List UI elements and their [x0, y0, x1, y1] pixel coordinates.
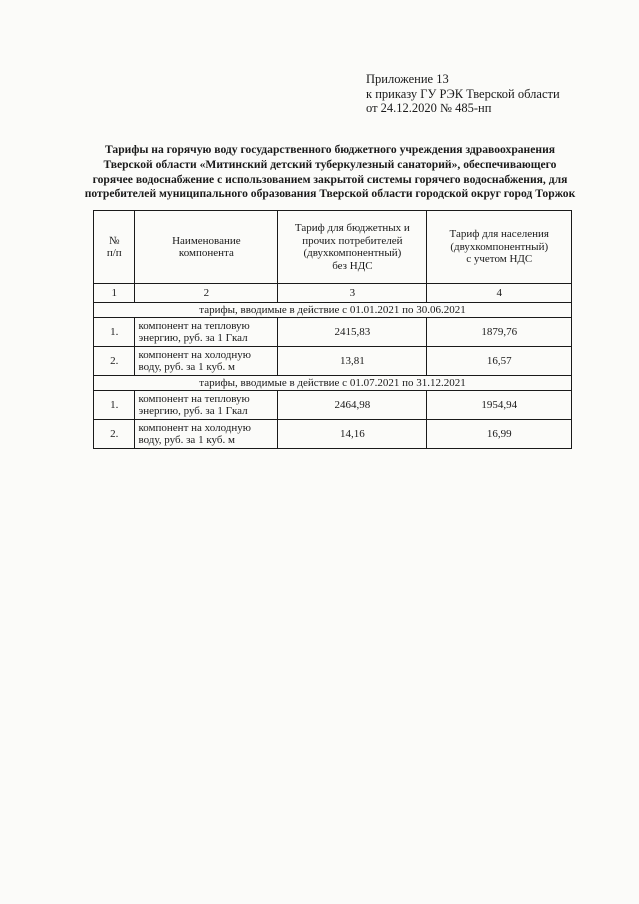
appendix-number: Приложение 13: [366, 72, 449, 86]
tariff-table: [93, 210, 572, 449]
title-line-4: потребителей муниципального образования Тверской области городской округ город Торжок: [84, 187, 576, 201]
population-tariff-value: 1879,76: [427, 318, 572, 347]
title-line-3: горячее водоснабжение с использованием закрытой системы горячего водоснабжения, для: [92, 172, 568, 186]
header-population-tariff: Тариф для населения (двухкомпонентный) с учетом НДС: [427, 211, 572, 284]
table-row: [94, 391, 572, 420]
table-row: [94, 318, 572, 347]
population-tariff-value: 16,99: [427, 420, 572, 449]
column-number-3: 3: [278, 284, 427, 303]
row-number: 2.: [94, 420, 135, 449]
period-label: тарифы, вводимые в действие с 01.01.2021 по 30.06.2021: [94, 303, 572, 318]
order-issuer: к приказу ГУ РЭК Тверской области: [366, 86, 560, 101]
column-number-row: [94, 284, 572, 303]
row-number: 1.: [94, 391, 135, 420]
component-name: компонент на тепловую энергию, руб. за 1 Гкал: [135, 318, 278, 347]
column-number-2: 2: [135, 284, 278, 303]
header-num: № п/п: [94, 211, 135, 284]
component-name: компонент на тепловую энергию, руб. за 1 Гкал: [135, 391, 278, 420]
header-budget-tariff: Тариф для бюджетных и прочих потребителей (двухкомпонентный) без НДС: [278, 211, 427, 284]
order-reference: [366, 72, 560, 116]
period-row: [94, 303, 572, 318]
budget-tariff-value: 2464,98: [278, 391, 427, 420]
period-label: тарифы, вводимые в действие с 01.07.2021 по 31.12.2021: [94, 376, 572, 391]
column-number-1: 1: [94, 284, 135, 303]
header-component-name: Наименование компонента: [135, 211, 278, 284]
order-date-number: от 24.12.2020 № 485-нп: [366, 101, 492, 115]
population-tariff-value: 16,57: [427, 347, 572, 376]
title-line-2: Тверской области «Митинский детский туберкулезный санаторий», обеспечивающего: [103, 157, 557, 171]
table-row: [94, 420, 572, 449]
document-title: [70, 143, 590, 202]
row-number: 1.: [94, 318, 135, 347]
column-number-4: 4: [427, 284, 572, 303]
title-line-1: Тарифы на горячую воду государственного бюджетного учреждения здравоохранения: [104, 143, 556, 156]
component-name: компонент на холодную воду, руб. за 1 куб. м: [135, 420, 278, 449]
budget-tariff-value: 13,81: [278, 347, 427, 376]
table-row: [94, 347, 572, 376]
population-tariff-value: 1954,94: [427, 391, 572, 420]
budget-tariff-value: 2415,83: [278, 318, 427, 347]
table-header-row: [94, 211, 572, 284]
row-number: 2.: [94, 347, 135, 376]
component-name: компонент на холодную воду, руб. за 1 куб. м: [135, 347, 278, 376]
period-row: [94, 376, 572, 391]
budget-tariff-value: 14,16: [278, 420, 427, 449]
